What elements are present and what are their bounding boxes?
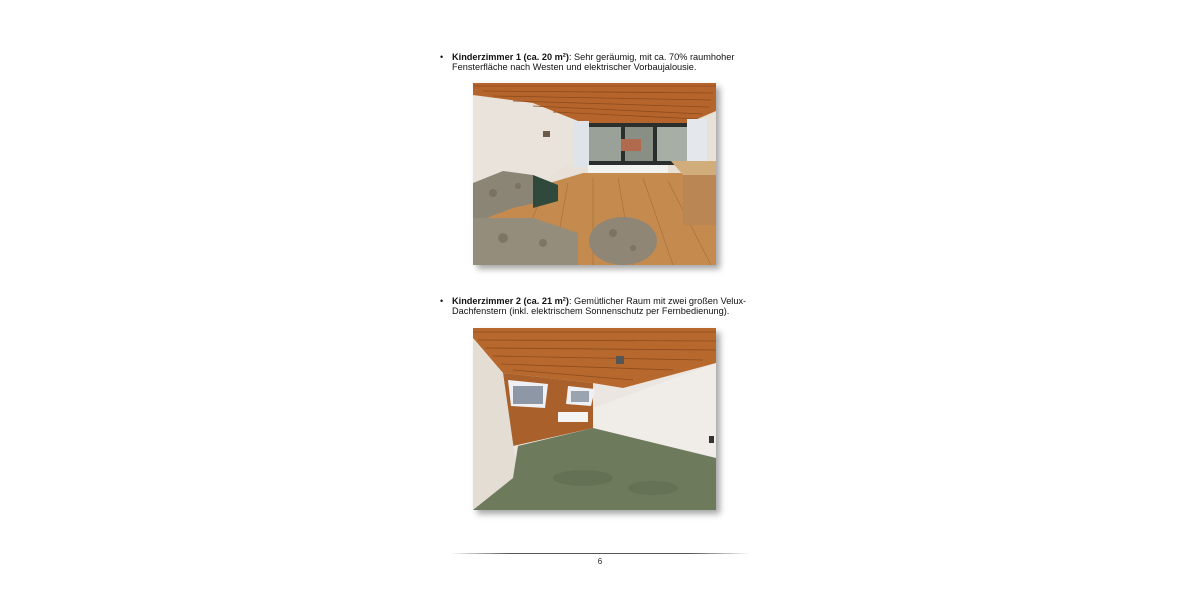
bullet: • <box>440 52 444 62</box>
page-number: 6 <box>597 557 603 566</box>
room-title: Kinderzimmer 1 (ca. 20 m²) <box>452 52 569 62</box>
bullet: • <box>440 296 444 306</box>
room-photo-kinderzimmer-1 <box>473 83 716 265</box>
list-item-text <box>452 52 782 72</box>
room-description: : Sehr geräumig, mit ca. 70% raumhoher Fensterfläche nach Westen und elektrischer Vorbaujalousie. <box>452 52 735 72</box>
room-title: Kinderzimmer 2 (ca. 21 m²) <box>452 296 569 306</box>
footer-divider <box>450 553 750 554</box>
list-item-text <box>452 296 782 316</box>
room-photo-kinderzimmer-2 <box>473 328 716 510</box>
room-description: : Gemütlicher Raum mit zwei großen Velux-Dachfenstern (inkl. elektrischem Sonnenschutz per Fernbedienung). <box>452 296 747 316</box>
